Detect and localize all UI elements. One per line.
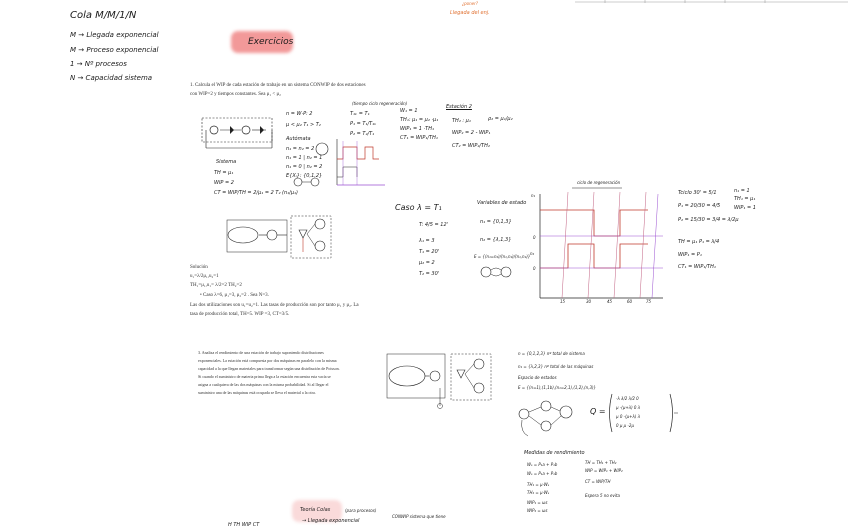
svg-text:-λ λ/2 λ/2 0: -λ λ/2 λ/2 0 (616, 396, 639, 401)
throughput-2: WIP = WIP₁ + WIP₂ (585, 468, 623, 473)
orange-note-2: Llegada del enj. (450, 10, 490, 16)
automata-2: n₁ = 1 | n₂ = 1 (286, 155, 323, 161)
bottom-left-label: H TH WIP CT (228, 522, 260, 528)
solution1-line2: TH₁=μ₁,u₁= λ/2=2 TH₂=2 (190, 283, 242, 288)
notes-line-3: 1 → Nº procesos (70, 60, 127, 68)
solution1-label: Solución (190, 265, 208, 270)
right-note-3: P₂ = 15/30 = 3/4 = λ/2μ (678, 217, 739, 223)
q-matrix (604, 392, 679, 434)
regeneration-chart (528, 184, 668, 306)
medidas-4: TH₂ = μ·Wₛ (527, 490, 550, 495)
case-line-4: μ₂ = 2 (419, 260, 435, 266)
case-line-3: T₁ = 20' (419, 249, 440, 255)
parallel-diagram-1 (225, 212, 340, 262)
case-line-1: T: 4/5 = 12' (419, 222, 449, 228)
sistema-title: Sistema (216, 159, 237, 165)
medidas-3: TH₁ = μ·Wₛ (527, 482, 550, 487)
problem3-line5: asigna a cualquiera de las dos máquinas con la misma probabilidad. Si al llegar el (198, 382, 329, 387)
chart-x-75: 75 (646, 299, 652, 304)
problem3-line2: exponenciales. La estación está compuesta por dos máquinas en paralelo con la misma (198, 358, 337, 363)
medidas-1: Wₛ = P₁a + P₁b (527, 462, 558, 467)
colD-title: Estación 2 (446, 104, 472, 110)
problem3-line4: Si cuando el suministro de materia prima llega a la estación encuentra esta vacía se (198, 374, 331, 379)
notes-line-4: N → Capacidad sistema (70, 74, 153, 82)
chart-x-45: 45 (607, 299, 613, 304)
automata-title: Autómata (286, 136, 311, 142)
problem3-line6: suministro una de las máquinas está ocupada se lleva el material a la otra. (198, 390, 316, 395)
chart-x-60: 60 (627, 299, 633, 304)
conwip-label: CONWIP sistema que tiene (392, 514, 446, 519)
medidas-2: Wₛ = P₁a + P₁b (527, 471, 558, 476)
automata-states (290, 140, 335, 190)
automata-4: E{Xᵢ}: {0,1,2} (286, 173, 323, 179)
chart-x-30: 30 (586, 299, 592, 304)
problem1-line1: 1. Calcula el WIP de cada estación de trabajo en un sistema CONWIP de dos estaciones (190, 83, 366, 88)
orange-note-1: ¿poner? (462, 1, 478, 6)
conwip-loop-diagram (200, 110, 285, 155)
solution1-line1: u₁=λ/2μ₁,u₂=1 (190, 274, 219, 279)
chart-title: ciclo de regeneración (577, 180, 621, 185)
far-right-1: n₁ = 1 (734, 188, 750, 194)
colC-2: TH₁: μ₁ = μ₂ ·μ₁ (400, 117, 439, 123)
solution1-bullet: • Caso λ=6, μ₁=3, μ₂=2 . Sea N=3. (200, 293, 269, 298)
colC-1: W₁ = 1 (400, 108, 418, 114)
case-line-2: λ₁ = 3 (419, 238, 435, 244)
colB-1: T₁ₖ = T₁ (350, 111, 370, 117)
chart-y-n2: n₂ (530, 251, 535, 256)
svg-text:μ 0 -(μ+λ) λ: μ 0 -(μ+λ) λ (616, 414, 641, 419)
colB-title: (tiempo ciclo regeneración) (352, 101, 408, 106)
colD-side: ρ₂ = μ₁/μ₂ (488, 116, 513, 122)
svg-text:0 μ μ -2μ: 0 μ μ -2μ (616, 423, 634, 428)
llegada-label: → Llegada exponencial (302, 518, 360, 524)
espera-note: Espera 5 no evita (585, 493, 621, 498)
chart-y-0a: 0 (533, 235, 536, 240)
sistema-line-3: CT = WIP/TH = 2/μ₁ = 2 T₂ (n₁/μ₁) (214, 190, 298, 196)
colD-3: CT₂ = WIP₂/TH₂ (452, 143, 490, 149)
p3-state-2: n₁ = {λ,2,3} nº total de las máquinas (518, 364, 594, 369)
far-right-3: WIP₁ = 1 (734, 205, 756, 211)
colB-3: P₂ = T₂/T₁ (350, 131, 375, 137)
vars-2: n₂ = {λ,1,3} (480, 237, 512, 243)
chart-y-0b: 0 (533, 266, 536, 271)
case-states (480, 264, 520, 280)
case-heading: Caso λ = T₁ (395, 203, 442, 212)
problem3-line1: 3. Analiza el rendimiento de una estación de trabajo suponiendo distribuciones (198, 350, 324, 355)
solution1-line4: tasa de producción total, TH=5. WIP =3, CT=3/5. (190, 312, 290, 317)
notes-heading: Cola M/M/1/N (70, 10, 137, 21)
colC-4: CT₁ = WIP₁/TH₁ (400, 135, 438, 141)
far-right-2: TH₁ = μ₁ (734, 196, 756, 202)
throughput-1: TH = TH₁ + TH₂ (585, 460, 617, 465)
parallel-diagram-3 (385, 348, 500, 410)
solution1-bullet-text: Caso λ=6, μ₁=3, μ₂=2 . Sea N=3. (203, 293, 269, 298)
right-note-5: WIP₁ = P₁ (678, 252, 702, 258)
matrix-label: Q = (590, 407, 606, 416)
throughput-3: CT = WIP/TH (585, 479, 611, 484)
automata-1: n₁ = n₂ = 2 (286, 146, 315, 152)
teoria-sub: (para procesos) (345, 508, 377, 513)
p3-state-4: E = {(n=1),(1,1b),(n₁=2,1),(1,2),(n,3)} (518, 385, 597, 390)
svg-text:μ -(μ+λ) 0 λ: μ -(μ+λ) 0 λ (616, 405, 641, 410)
colC-3: WIP₁ = 1 ·TH₁ (400, 126, 434, 132)
vars-1: n₁ = {0,1,3} (480, 219, 512, 225)
problem1-line2: con WIP=2 y tiempos constantes. Sea μ₁ < μ₂ (190, 92, 281, 97)
automata-3: n₁ = 0 | n₂ = 2 (286, 164, 323, 170)
top-right-table (575, 0, 848, 4)
vars-heading: Variables de estado (477, 200, 527, 206)
case-line-5: T₂ = 30' (419, 271, 440, 277)
p3-state-3: Espacio de estados (518, 375, 557, 380)
p3-state-graph (518, 398, 578, 440)
colA-1: n = W·P: 2 (286, 111, 313, 117)
p3-state-1: n = {0,1,2,3} nº total de sistema (518, 351, 585, 356)
colB-2: P₁ = T₁/T₁ₖ (350, 121, 377, 127)
problem3-line3: capacidad a la que llegan materiales para transformar según una distribución de Poisson. (198, 366, 340, 371)
sistema-line-1: TH = μ₁ (214, 170, 234, 176)
teoria-label: Teoría Colas (300, 507, 331, 513)
chart-x-15: 15 (560, 299, 566, 304)
right-note-1: Tciclo 30' = 5/1 (678, 190, 717, 196)
right-note-6: CT₁ = WIP₁/TH₁ (678, 264, 716, 270)
colD-2: WIP₂ = 2 - WIP₁ (452, 130, 491, 136)
notes-line-2: M → Proceso exponencial (70, 46, 159, 54)
right-note-2: P₁ = 20/30 = 4/5 (678, 203, 721, 209)
medidas-5: WIP₁ = ωs (527, 500, 548, 505)
p1-wave-chart (335, 137, 390, 189)
vars-3: E = {(n₁=n₂)/(n₁,n₂)/(n₁,n₂)} (474, 254, 531, 259)
chart-y-n1: n₁ (531, 193, 536, 198)
medidas-6: WIP₂ = ωs (527, 508, 548, 513)
sistema-line-2: WIP = 2 (214, 180, 234, 186)
medidas-heading: Medidas de rendimiento (524, 450, 585, 456)
right-note-4: TH = μ₁ P₁ = λ/4 (678, 239, 720, 245)
colD-1: TH₂ : μ₁ (452, 118, 471, 124)
notes-line-1: M → Llegada exponencial (70, 31, 159, 39)
colA-2: μ < μ₂ T₁ > T₂ (286, 122, 321, 128)
section-title: Exercicios (248, 37, 294, 47)
solution1-line3: Las dos utilizaciones son u₁=u₂=1. Las tasas de producción son por tanto μ₁ y μ₂. La (190, 303, 359, 308)
